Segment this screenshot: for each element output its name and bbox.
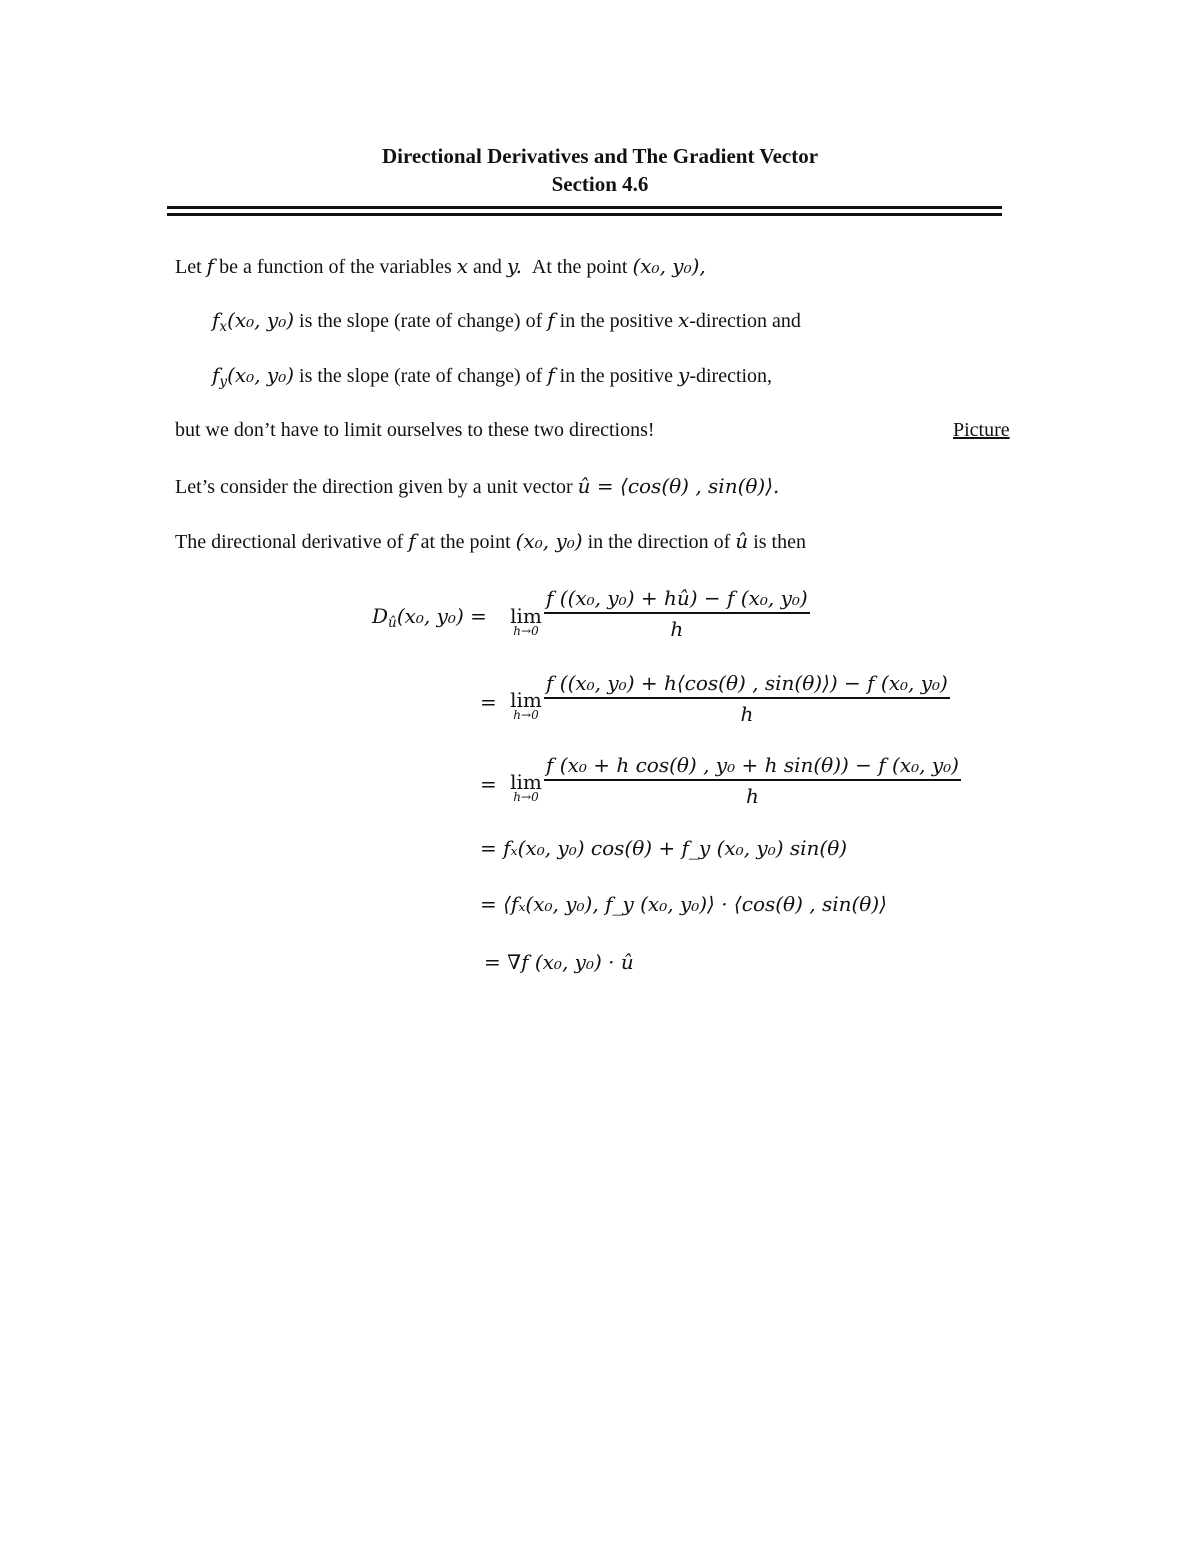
denominator-h: h: [670, 617, 684, 641]
lim-subscript: h→0: [513, 624, 539, 638]
intro-line-4: but we don’t have to limit ourselves to these two directions!: [175, 419, 655, 441]
symbol-u-hat: û: [735, 529, 749, 553]
symbol-f: f: [408, 529, 416, 553]
lim-word: lim: [510, 688, 542, 712]
text-function-of: be a function of the variables: [219, 256, 452, 278]
section-number: Section 4.6: [551, 172, 649, 196]
lim-subscript: h→0: [513, 708, 539, 722]
fraction-bar: [544, 779, 961, 781]
lim-word: lim: [510, 604, 542, 628]
lim-subscript: h→0: [513, 790, 539, 804]
divider-top: [167, 206, 1002, 209]
limit-1: [504, 604, 548, 638]
denominator-h: h: [746, 784, 759, 808]
text-and: and: [473, 256, 502, 278]
subscript-y: y: [219, 374, 228, 391]
fraction-1: [544, 586, 810, 641]
text-positive: in the positive: [559, 365, 673, 387]
numerator-1: f ((x₀, y₀) + hû) − f (x₀, y₀): [546, 586, 808, 610]
numerator-2: f ((x₀, y₀) + h⟨cos(θ) , sin(θ)⟩) − f (x₀, y₀): [546, 671, 948, 695]
symbol-f: f: [547, 308, 555, 332]
intro-line-5: [175, 474, 779, 499]
limit-3: [504, 770, 548, 804]
text-unit-vector: Let’s consider the direction given by a unit vector: [175, 476, 573, 498]
symbol-y: y.: [506, 254, 522, 278]
text-slope: is the slope (rate of change) of: [299, 365, 543, 387]
text-directional-derivative: The directional derivative of: [175, 531, 404, 553]
unit-vector-definition: û = ⟨cos(θ) , sin(θ)⟩.: [577, 474, 780, 498]
text-is-then: is then: [753, 531, 806, 553]
numerator-3: f (x₀ + h cos(θ) , y₀ + h sin(θ)) − f (x₀, y₀): [546, 753, 959, 777]
lim-word: lim: [510, 770, 542, 794]
fraction-3: [544, 753, 961, 808]
symbol-f: f: [212, 363, 220, 387]
point-x0-y0: (x₀, y₀): [515, 529, 583, 553]
derivation-step-5: = ⟨fₓ(x₀, y₀), f_y (x₀, y₀)⟩ · ⟨cos(θ) , sin(θ)⟩: [480, 892, 887, 916]
intro-line-6: [175, 529, 806, 554]
symbol-D: D: [372, 604, 389, 628]
point-x0-y0: (x₀, y₀),: [632, 254, 706, 278]
symbol-x: x: [677, 308, 690, 332]
fraction-bar: [544, 697, 950, 699]
text-direction: -direction and: [689, 310, 801, 332]
symbol-y: y: [678, 363, 690, 387]
derivation-step-4: = fₓ(x₀, y₀) cos(θ) + f_y (x₀, y₀) sin(θ): [480, 836, 848, 860]
intro-line-1: [175, 254, 706, 279]
text-at-point: at the point: [420, 531, 511, 553]
derivative-lhs: [372, 604, 487, 631]
intro-line-3: [212, 363, 772, 390]
symbol-x: x: [456, 254, 469, 278]
symbol-f: f: [547, 363, 555, 387]
lhs-argument: (x₀, y₀) =: [396, 604, 487, 628]
denominator-h: h: [740, 702, 754, 726]
text-at-point: At the point: [531, 256, 628, 278]
symbol-f: f: [212, 308, 220, 332]
limit-2: [504, 688, 548, 722]
derivation-step-6: = ∇f (x₀, y₀) · û: [484, 950, 634, 974]
equals-2: =: [480, 690, 497, 714]
intro-line-2: [212, 308, 801, 335]
text-positive: in the positive: [559, 310, 673, 332]
picture-link[interactable]: Picture: [953, 419, 1010, 441]
text-direction: -direction,: [689, 365, 773, 387]
equals-3: =: [480, 772, 497, 796]
divider-bottom: [167, 213, 1002, 216]
symbol-f: f: [206, 254, 215, 278]
point-x0-y0: (x₀, y₀): [227, 363, 295, 387]
subscript-x: x: [219, 319, 228, 336]
fraction-bar: [544, 612, 810, 614]
text-let: Let: [175, 256, 202, 278]
point-x0-y0: (x₀, y₀): [227, 308, 295, 332]
subscript-u-hat: û: [388, 615, 397, 632]
text-slope: is the slope (rate of change) of: [299, 310, 543, 332]
text-direction-of: in the direction of: [587, 531, 731, 553]
fraction-2: [544, 671, 950, 726]
page-title: Directional Derivatives and The Gradient Vector: [381, 144, 819, 168]
